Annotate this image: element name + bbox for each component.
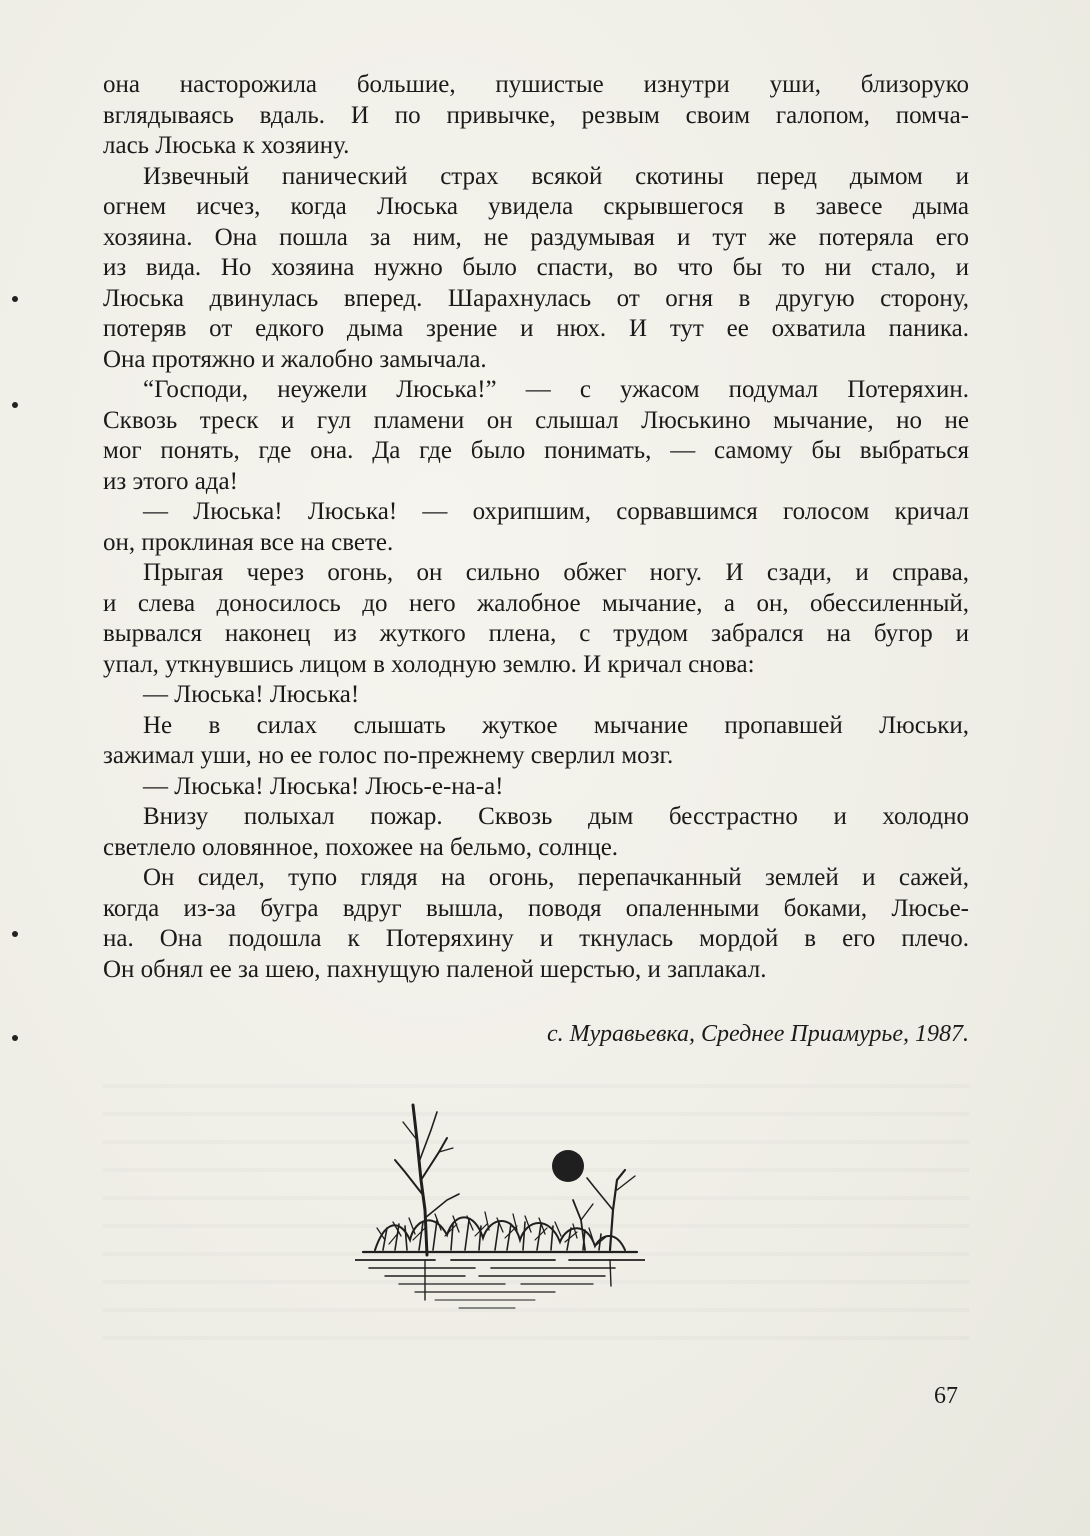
text-line: Она протяжно и жалобно замычала.	[103, 345, 487, 373]
text-line: Люська двинулась вперед. Шарахнулась от огня в другую сторону,	[103, 284, 969, 312]
text-line: из вида. Но хозяина нужно было спасти, во что бы то ни стало, и	[103, 254, 969, 281]
text-line: Сквозь треск и гул пламени он слышал Люськино мычание, но не	[103, 406, 969, 434]
page-number: 67	[934, 1383, 958, 1409]
binding-hole	[12, 402, 18, 408]
story-text	[103, 70, 969, 985]
text-line: хозяина. Она пошла за ним, не раздумывая и тут же потеряла его	[103, 223, 969, 251]
text-line: из этого ада!	[103, 467, 238, 495]
binding-hole	[12, 296, 18, 302]
text-line: и слева доносилось до него жалобное мычание, а он, обессиленный,	[103, 589, 969, 617]
text-line: упал, уткнувшись лицом в холодную землю. И кричал снова:	[103, 650, 755, 678]
text-line: вырвался наконец из жуткого плена, с трудом забрался на бугор и	[103, 620, 969, 647]
text-line: она насторожила большие, пушистые изнутри уши, близоруко	[103, 71, 969, 98]
text-line: Внизу полыхал пожар. Сквозь дым бесстрастно и холодно	[143, 803, 969, 830]
text-line: “Господи, неужели Люська!” — с ужасом подумал Потеряхин.	[143, 376, 969, 403]
binding-hole	[12, 1035, 18, 1041]
text-line: — Люська! Люська! — охрипшим, сорвавшимся голосом кричал	[143, 498, 969, 525]
text-line: мог понять, где она. Да где было понимать, — самому бы выбраться	[103, 437, 969, 464]
text-line: — Люська! Люська! Люсь-е-на-а!	[143, 772, 504, 800]
text-line: Не в силах слышать жуткое мычание пропавшей Люськи,	[143, 711, 969, 739]
text-line: потеряв от едкого дыма зрение и нюх. И тут ее охватила паника.	[103, 315, 969, 342]
text-line: Он сидел, тупо глядя на огонь, перепачканный землей и сажей,	[143, 864, 969, 891]
text-line: огнем исчез, когда Люська увидела скрывшегося в завесе дыма	[103, 193, 969, 220]
text-line: — Люська! Люська!	[143, 681, 360, 708]
place-date-signature: с. Муравьевка, Среднее Приамурье, 1987.	[547, 1021, 969, 1047]
landscape-illustration	[355, 1100, 645, 1315]
text-line: светлело оловянное, похожее на бельмо, солнце.	[103, 833, 619, 861]
text-line: он, проклиная все на свете.	[103, 528, 394, 556]
text-line: лась Люська к хозяину.	[103, 132, 350, 159]
text-line: когда из-за бугра вдруг вышла, поводя опаленными боками, Люсье-	[103, 894, 969, 922]
text-line: Извечный панический страх всякой скотины перед дымом и	[143, 162, 969, 190]
text-line: Прыгая через огонь, он сильно обжег ногу. И сзади, и справа,	[143, 559, 969, 586]
text-line: зажимал уши, но ее голос по-прежнему сверлил мозг.	[103, 742, 674, 769]
text-line: Он обнял ее за шею, пахнущую паленой шерстью, и заплакал.	[103, 955, 767, 983]
text-line: на. Она подошла к Потеряхину и ткнулась мордой в его плечо.	[103, 925, 969, 952]
text-line: вглядываясь вдаль. И по привычке, резвым своим галопом, помча-	[103, 101, 969, 129]
binding-hole	[12, 931, 18, 937]
